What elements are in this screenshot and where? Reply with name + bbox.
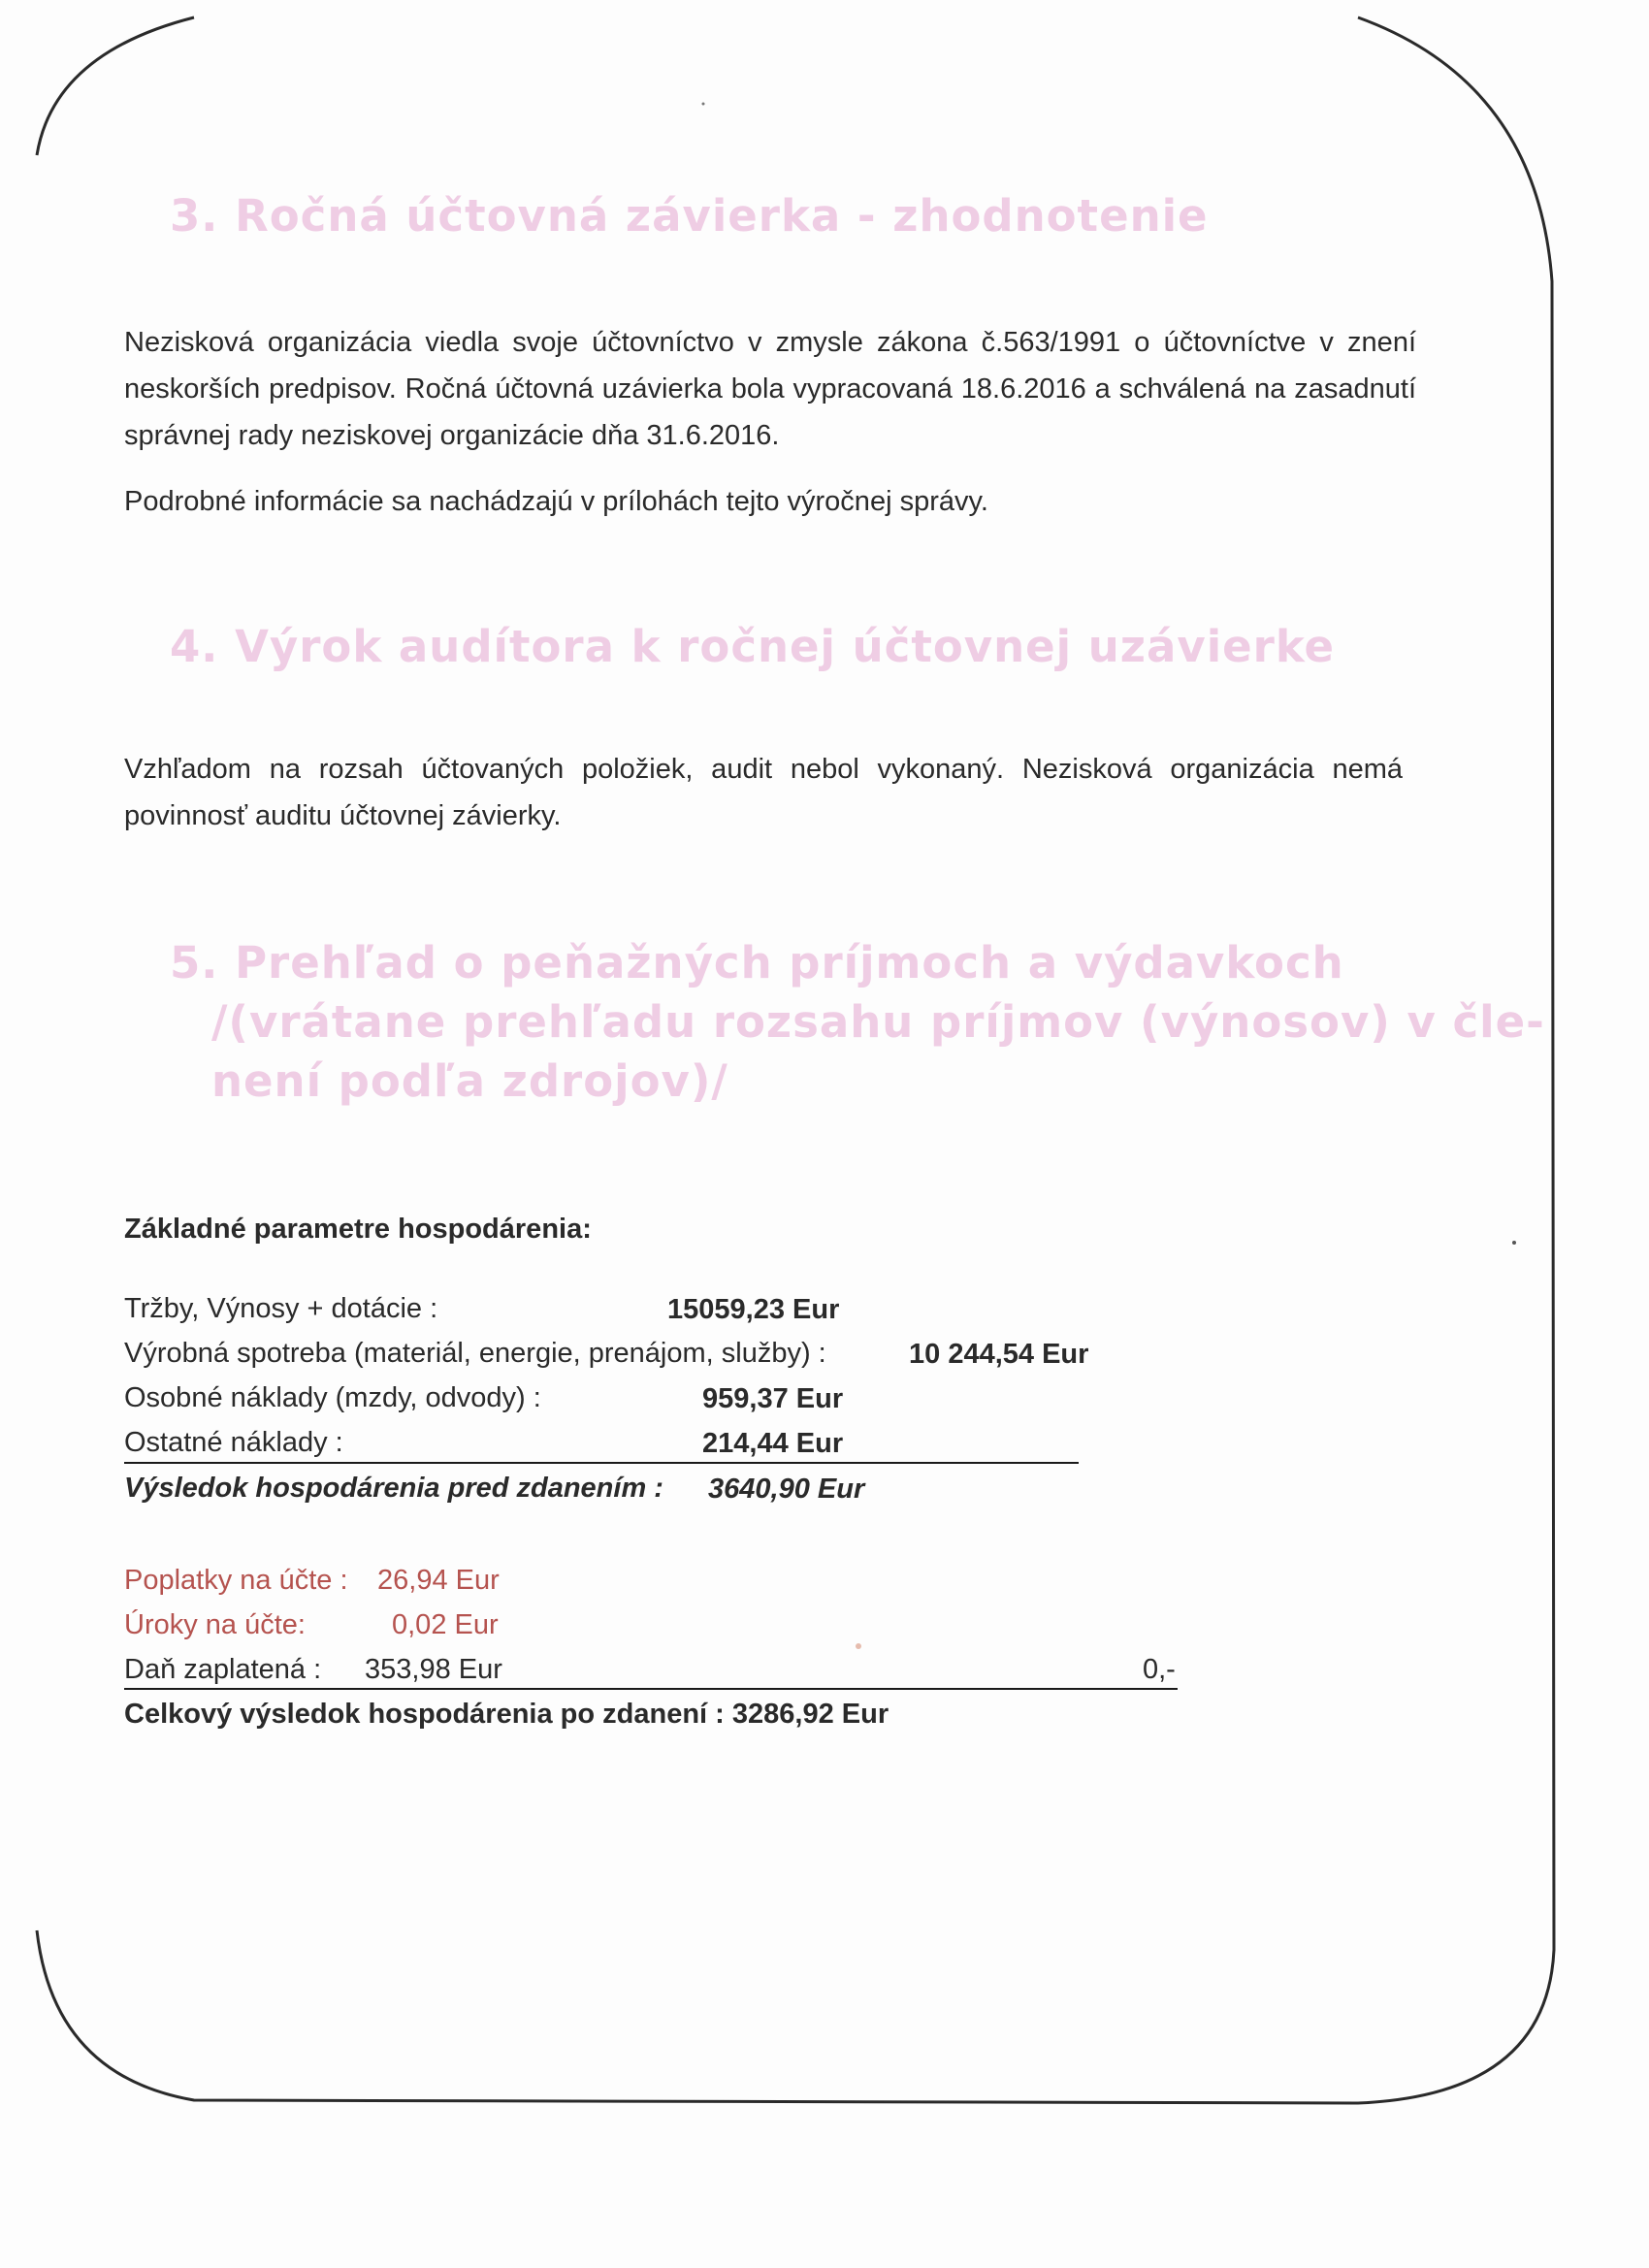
other-costs-underline [124,1462,1079,1464]
section-3-title: 3. Ročná účtovná závierka - zhodnotenie [170,190,1209,242]
section-5-title-line-1: 5. Prehľad o peňažných príjmoch a výdavkoch [170,937,1344,988]
consumption-value: 10 244,54 Eur [909,1339,1089,1370]
revenue-label: Tržby, Výnosy + dotácie : [124,1293,438,1324]
speck [856,1643,861,1649]
revenue-value: 15059,23 Eur [667,1294,840,1325]
consumption-label: Výrobná spotreba (materiál, energie, prenájom, služby) : [124,1338,826,1369]
pre-tax-result-value: 3640,90 Eur [708,1474,865,1505]
section-5-title-line-3: není podľa zdrojov)/ [211,1055,728,1107]
section-4-title: 4. Výrok audítora k ročnej účtovnej uzávierke [170,621,1336,672]
final-result: Celkový výsledok hospodárenia po zdanení : 3286,92 Eur [124,1699,889,1730]
params-heading: Základné parametre hospodárenia: [124,1214,592,1245]
account-fees-value: 26,94 Eur [377,1565,500,1596]
pre-tax-result-label: Výsledok hospodárenia pred zdanením : [124,1473,663,1504]
speck [1512,1241,1516,1245]
interest-label: Úroky na účte: [124,1609,306,1640]
section-5-title-line-2: /(vrátane prehľadu rozsahu príjmov (výnosov) v čle- [211,996,1545,1048]
section-3-paragraph-2: Podrobné informácie sa nachádzajú v prílohách tejto výročnej správy. [124,486,988,517]
tax-paid-value: 353,98 Eur [365,1654,502,1685]
section-3-paragraph-1: Nezisková organizácia viedla svoje účtovníctvo v zmysle zákona č.563/1991 o účtovníctve v znení neskorších predpisov. Ročná účtovná uzávierka bola vypracovaná 18.6.2016 a schválená na zasadnutí správnej rady neziskovej organizácie dňa 31.6.2016. [124,327,1416,451]
section-4-paragraph: Vzhľadom na rozsah účtovaných položiek, audit nebol vykonaný. Nezisková organizácia nemá povinnosť auditu účtovnej závierky. [124,754,1403,831]
tax-underline [124,1688,1178,1690]
interest-value: 0,02 Eur [392,1609,499,1640]
other-costs-value: 214,44 Eur [702,1428,844,1459]
personnel-label: Osobné náklady (mzdy, odvody) : [124,1382,541,1413]
account-fees-label: Poplatky na účte : [124,1565,348,1596]
tax-dash-value: 0,- [1143,1654,1176,1685]
personnel-value: 959,37 Eur [702,1383,844,1414]
speck [702,103,705,106]
other-costs-label: Ostatné náklady : [124,1427,343,1458]
tax-paid-label: Daň zaplatená : [124,1654,322,1685]
